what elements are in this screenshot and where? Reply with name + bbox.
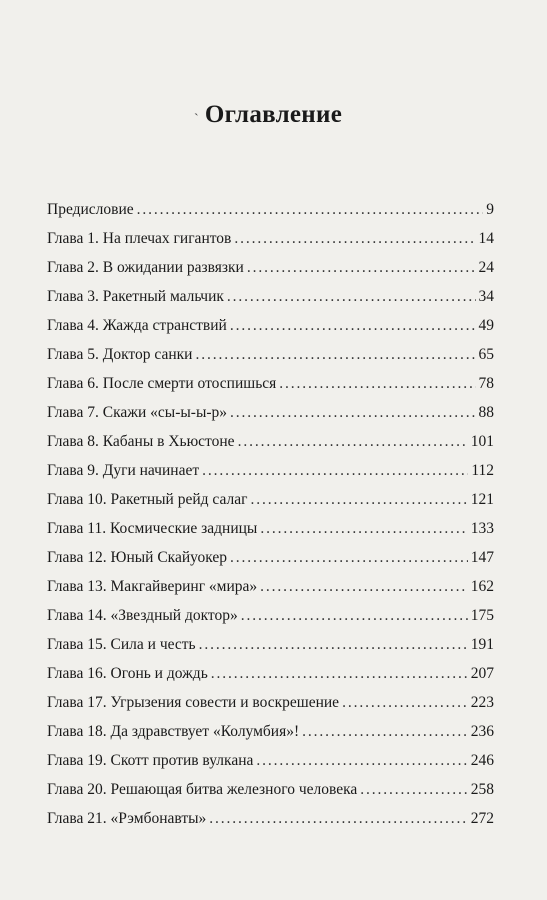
toc-row-chapter-19 <box>47 751 494 780</box>
dot-leader <box>260 519 467 538</box>
toc-page-number: 246 <box>470 752 494 769</box>
dot-leader <box>137 200 484 219</box>
stray-mark: ` <box>194 112 199 127</box>
dot-leader <box>256 751 467 770</box>
toc-page-number: 207 <box>470 665 494 682</box>
toc-row-chapter-7 <box>47 403 494 432</box>
toc-row-chapter-15 <box>47 635 494 664</box>
dot-leader <box>227 287 476 306</box>
toc-row-chapter-10 <box>47 490 494 519</box>
dot-leader <box>250 490 467 509</box>
toc-row-chapter-5 <box>47 345 494 374</box>
dot-leader <box>360 780 467 799</box>
dot-leader <box>279 374 475 393</box>
toc-entry-label: Глава 9. Дуги начинает <box>47 462 200 479</box>
dot-leader <box>230 316 476 335</box>
dot-leader <box>209 809 467 828</box>
toc-entry-label: Глава 12. Юный Скайуокер <box>47 549 228 566</box>
toc-row-chapter-11 <box>47 519 494 548</box>
toc-entry-label: Глава 15. Сила и честь <box>47 636 196 653</box>
toc-page-number: 272 <box>470 810 494 827</box>
toc-row-chapter-21 <box>47 809 494 838</box>
toc-row-chapter-12 <box>47 548 494 577</box>
toc-page-number: 78 <box>478 375 494 392</box>
toc-page-number: 133 <box>470 520 494 537</box>
toc-page-number: 223 <box>470 694 494 711</box>
toc-row-chapter-2 <box>47 258 494 287</box>
toc-entry-label: Глава 13. Макгайверинг «мира» <box>47 578 258 595</box>
dot-leader <box>260 577 468 596</box>
toc-row-chapter-16 <box>47 664 494 693</box>
dot-leader <box>234 229 475 248</box>
toc-page-number: 49 <box>478 317 494 334</box>
toc-row-chapter-18 <box>47 722 494 751</box>
dot-leader <box>342 693 468 712</box>
toc-page-number: 65 <box>478 346 494 363</box>
toc-entry-label: Глава 16. Огонь и дождь <box>47 665 208 682</box>
toc-entry-label: Глава 18. Да здравствует «Колумбия»! <box>47 723 300 740</box>
toc-entry-label: Глава 19. Скотт против вулкана <box>47 752 254 769</box>
toc-entry-label: Глава 3. Ракетный мальчик <box>47 288 224 305</box>
toc-row-chapter-8 <box>47 432 494 461</box>
dot-leader <box>230 548 468 567</box>
toc-entry-label: Глава 6. После смерти отоспишься <box>47 375 277 392</box>
toc-row-chapter-13 <box>47 577 494 606</box>
toc-row-chapter-20 <box>47 780 494 809</box>
dot-leader <box>238 432 468 451</box>
toc-entry-label: Глава 4. Жажда странствий <box>47 317 227 334</box>
dot-leader <box>211 664 468 683</box>
toc-entry-label: Глава 21. «Рэмбонавты» <box>47 810 207 827</box>
toc-page-number: 191 <box>470 636 494 653</box>
dot-leader <box>195 345 475 364</box>
toc-page-number: 147 <box>470 549 494 566</box>
toc-entry-label: Глава 14. «Звездный доктор» <box>47 607 238 624</box>
toc-page-number: 121 <box>470 491 494 508</box>
toc-row-chapter-6 <box>47 374 494 403</box>
toc-page-number: 24 <box>478 259 494 276</box>
toc-row-chapter-9 <box>47 461 494 490</box>
dot-leader <box>241 606 468 625</box>
dot-leader <box>202 461 468 480</box>
toc-entry-label: Предисловие <box>47 201 134 218</box>
toc-entry-label: Глава 17. Угрызения совести и воскрешение <box>47 694 340 711</box>
toc-row-chapter-14 <box>47 606 494 635</box>
toc-row-chapter-1 <box>47 229 494 258</box>
toc-page-number: 88 <box>478 404 494 421</box>
toc-page-number: 9 <box>486 201 494 218</box>
dot-leader <box>199 635 468 654</box>
toc-page-number: 258 <box>470 781 494 798</box>
toc-page-number: 14 <box>478 230 494 247</box>
toc-entry-label: Глава 1. На плечах гигантов <box>47 230 232 247</box>
toc-entry-label: Глава 8. Кабаны в Хьюстоне <box>47 433 235 450</box>
toc-page-number: 112 <box>471 462 494 479</box>
toc-row-preface <box>47 200 494 229</box>
toc-page-number: 162 <box>470 578 494 595</box>
dot-leader <box>230 403 475 422</box>
toc-entry-label: Глава 2. В ожидании развязки <box>47 259 244 276</box>
toc-entry-label: Глава 11. Космические задницы <box>47 520 258 537</box>
dot-leader <box>247 258 476 277</box>
toc-row-chapter-3 <box>47 287 494 316</box>
toc-page-number: 236 <box>470 723 494 740</box>
table-of-contents <box>47 200 494 838</box>
page-title: Оглавление <box>204 100 343 128</box>
toc-entry-label: Глава 5. Доктор санки <box>47 346 193 363</box>
toc-entry-label: Глава 10. Ракетный рейд салаг <box>47 491 248 508</box>
toc-row-chapter-17 <box>47 693 494 722</box>
toc-page-number: 34 <box>478 288 494 305</box>
toc-row-chapter-4 <box>47 316 494 345</box>
toc-page-number: 175 <box>470 607 494 624</box>
toc-entry-label: Глава 7. Скажи «сы-ы-ы-р» <box>47 404 228 421</box>
dot-leader <box>302 722 468 741</box>
toc-entry-label: Глава 20. Решающая битва железного человека <box>47 781 358 798</box>
toc-page-number: 101 <box>470 433 494 450</box>
